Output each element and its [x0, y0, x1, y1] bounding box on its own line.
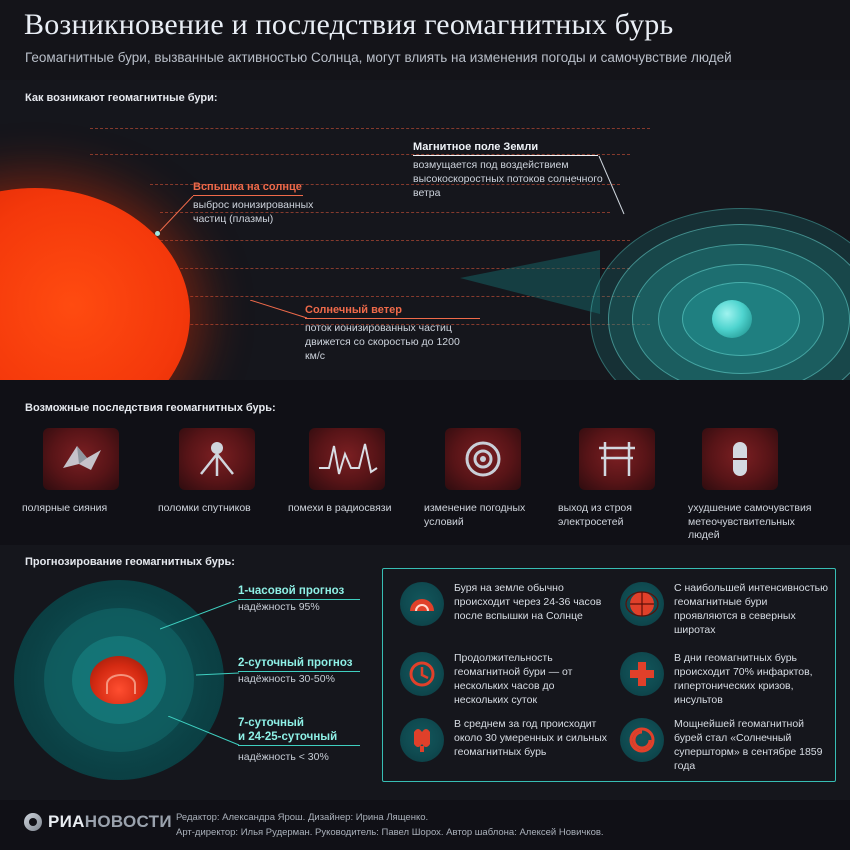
fact-text: Продолжительность геомагнитной бури — от нескольких часов до нескольких суток	[454, 652, 573, 706]
storm-arc-icon	[400, 582, 444, 626]
consequence-caption: полярные сияния	[22, 502, 108, 514]
fact-text: Буря на земле обычно происходит через 24-36 часов после вспышки на Солнце	[454, 582, 602, 622]
origin-section-label: Как возникают геомагнитные бури:	[25, 92, 218, 104]
calendar-year-icon	[400, 718, 444, 762]
earth-magnetosphere	[590, 208, 850, 380]
credit-line-1: Редактор: Александра Ярош. Дизайнер: Ирина Лященко.	[176, 812, 429, 823]
page-title: Возникновение и последствия геомагнитных бурь	[24, 8, 674, 41]
fact-item	[400, 652, 610, 708]
aurora-icon	[43, 428, 119, 490]
forecast-leader-line	[160, 600, 238, 630]
consequence-caption: выход из строя электросетей	[558, 502, 632, 528]
storm-core-icon	[90, 656, 148, 704]
header	[0, 0, 850, 80]
earth-icon	[712, 300, 752, 338]
fact-item	[620, 718, 830, 774]
consequence-item	[424, 428, 542, 529]
fact-text: В среднем за год происходит около 30 умеренных и сильных геомагнитных бурь	[454, 718, 608, 758]
radio-wave-icon	[309, 428, 385, 490]
callout-title: Магнитное поле Земли	[413, 141, 539, 153]
forecast-leader-line	[168, 716, 240, 746]
forecast-item-7day	[238, 717, 388, 763]
page-subtitle: Геомагнитные бури, вызванные активностью Солнца, могут влиять на изменения погоды и самочувствие людей	[25, 50, 732, 65]
consequence-caption: изменение погодных условий	[424, 502, 526, 528]
power-grid-icon	[579, 428, 655, 490]
medical-cross-icon	[620, 652, 664, 696]
forecast-leader-line	[196, 668, 240, 680]
consequence-caption: поломки спутников	[158, 502, 251, 514]
fact-text: Мощнейшей геомагнитной бурей стал «Солнечный супершторм» в сентябре 1859 года	[674, 718, 823, 772]
callout-title: Солнечный ветер	[305, 304, 402, 316]
fact-text: В дни геомагнитных бурь происходит 70% инфарктов, гипертонических кризов, инсультов	[674, 652, 813, 706]
consequence-item	[288, 428, 406, 516]
credit-line-2: Арт-директор: Илья Рудерман. Руководитель: Павел Шорох. Автор шаблона: Алексей Новичков.	[176, 826, 604, 838]
consequence-item	[22, 428, 140, 516]
consequence-caption: ухудшение самочувствия метеочувствительных людей	[688, 502, 812, 542]
forecast-reliability: надёжность 95%	[238, 601, 320, 613]
callout-solar-wind	[305, 303, 475, 363]
forecast-section-label: Прогнозирование геомагнитных бурь:	[25, 556, 235, 568]
fact-item	[620, 582, 830, 638]
forecast-title-2: и 24-25-суточный	[238, 731, 338, 743]
callout-magnetic-field	[413, 140, 603, 200]
forecast-title: 1-часовой прогноз	[238, 585, 345, 597]
fact-item	[400, 718, 610, 760]
solar-wind-line	[90, 128, 650, 129]
wind-leader-line	[250, 300, 308, 322]
logo-text-novosti: НОВОСТИ	[84, 812, 172, 831]
fact-item	[400, 582, 610, 624]
credits	[176, 811, 604, 840]
consequence-item	[558, 428, 676, 529]
callout-title: Вспышка на солнце	[193, 181, 302, 193]
consequences-section-label: Возможные последствия геомагнитных бурь:	[25, 402, 276, 414]
forecast-title: 7-суточный	[238, 717, 304, 729]
forecast-reliability: надёжность < 30%	[238, 751, 329, 763]
fact-item	[620, 652, 830, 708]
fact-text: С наибольшей интенсивностью геомагнитные бури проявляются в северных широтах	[674, 582, 828, 636]
ria-novosti-logo	[24, 812, 172, 832]
satellite-icon	[179, 428, 255, 490]
callout-solar-flare	[193, 180, 343, 226]
superstorm-icon	[620, 718, 664, 762]
weather-cyclone-icon	[445, 428, 521, 490]
callout-text: поток ионизированных частиц движется со скоростью до 1200 км/с	[305, 321, 460, 363]
logo-text-ria: РИА	[48, 812, 85, 831]
forecast-title: 2-суточный прогноз	[238, 657, 353, 669]
callout-text: выброс ионизированных частиц (плазмы)	[193, 198, 314, 226]
logo-mark-icon	[24, 813, 42, 831]
forecast-item-2day	[238, 657, 388, 685]
pill-health-icon	[702, 428, 778, 490]
globe-grid-icon	[620, 582, 664, 626]
flare-leader-line	[160, 196, 194, 232]
clock-icon	[400, 652, 444, 696]
callout-text: возмущается под воздействием высокоскоростных потоков солнечного ветра	[413, 158, 603, 200]
consequence-item	[158, 428, 276, 516]
forecast-item-1hour	[238, 585, 378, 613]
forecast-reliability: надёжность 30-50%	[238, 673, 335, 685]
magnetotail-shape	[460, 250, 600, 314]
logo-text	[48, 812, 172, 832]
solar-wind-line	[150, 240, 630, 241]
consequence-caption: помехи в радиосвязи	[288, 502, 392, 514]
consequence-item	[688, 428, 828, 543]
